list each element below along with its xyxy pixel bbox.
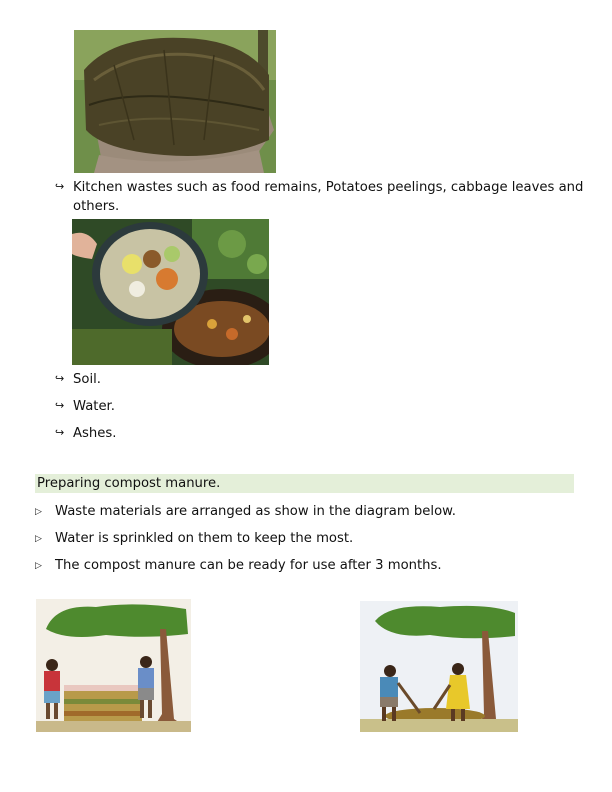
section-heading: Preparing compost manure. [37, 476, 221, 491]
step-text: The compost manure can be ready for use after 3 months. [55, 558, 442, 573]
compost-turning-illustration [360, 601, 518, 732]
kitchen-waste-photo [72, 219, 269, 365]
step-text: Waste materials are arranged as show in the diagram below. [55, 504, 456, 519]
arrow-bullet-icon: ↪ [55, 426, 65, 439]
triangle-bullet-icon: ▷ [35, 507, 42, 517]
list-item-text-continued: others. [73, 199, 120, 214]
arrow-bullet-icon: ↪ [55, 180, 65, 193]
triangle-bullet-icon: ▷ [35, 561, 42, 571]
list-item-text: Water. [73, 399, 115, 414]
arrow-bullet-icon: ↪ [55, 372, 65, 385]
list-item-text: Soil. [73, 372, 101, 387]
compost-layering-illustration [36, 599, 191, 732]
step-text: Water is sprinkled on them to keep the most. [55, 531, 354, 546]
arrow-bullet-icon: ↪ [55, 399, 65, 412]
list-item-text: Kitchen wastes such as food remains, Potatoes peelings, cabbage leaves and [73, 180, 584, 195]
manure-wheelbarrow-photo [74, 30, 276, 173]
section-heading-bar [35, 474, 574, 493]
triangle-bullet-icon: ▷ [35, 534, 42, 544]
list-item-text: Ashes. [73, 426, 117, 441]
